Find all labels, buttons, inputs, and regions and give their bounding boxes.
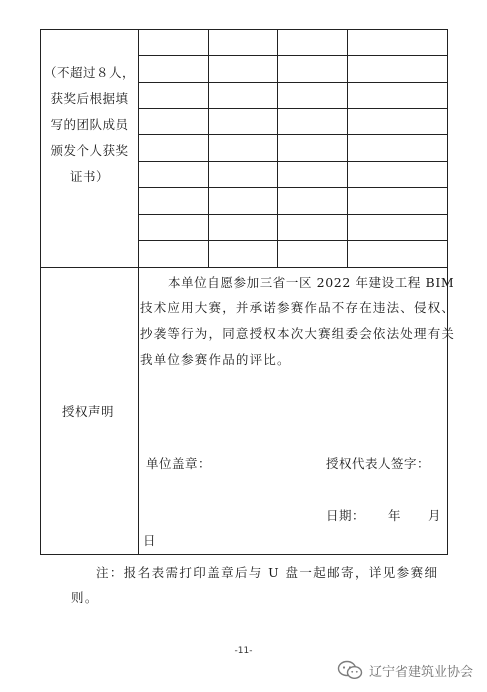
member-row-line [138,187,448,188]
day-label: 日 [143,533,157,548]
page-number: -11- [234,646,253,656]
month-label: 月 [428,508,442,523]
signature-label: 授权代表人签字： [326,456,431,471]
authorization-label: 授权声明 [62,404,115,419]
wechat-icon [337,660,363,680]
authorization-paragraph-line: 本单位自愿参加三省一区 2022 年建设工程 BIM [168,275,455,290]
member-grid-divider [208,29,209,267]
unit-seal-label: 单位盖章： [146,456,212,471]
team-note-line: 颁发个人获奖 [50,143,129,158]
footer-note-line: 则。 [71,590,99,605]
member-row-line [138,55,448,56]
wechat-watermark [337,660,473,680]
year-label: 年 [388,508,402,523]
date-label: 日期： [326,508,366,523]
member-row-line [138,134,448,135]
member-row-line [138,161,448,162]
member-row-line [138,240,448,241]
team-note-line: 证书） [69,169,109,184]
authorization-paragraph-line: 我单位参赛作品的评比。 [140,352,291,367]
member-grid-divider [277,29,278,267]
team-note-line: （不超过８人， [43,65,135,80]
member-row-line [138,82,448,83]
member-row-line [138,108,448,109]
watermark-text: 辽宁省建筑业协会 [368,664,473,680]
authorization-paragraph-line: 技术应用大赛，并承诺参赛作品不存在违法、侵权、 [140,300,456,315]
authorization-paragraph-line: 抄袭等行为，同意授权本次大赛组委会依法处理有关 [140,326,456,341]
footer-note-line: 注：报名表需打印盖章后与 U 盘一起邮寄，详见参赛细 [96,565,439,580]
team-note-line: 获奖后根据填 [50,91,129,106]
team-note-line: 写的团队成员 [50,117,129,132]
member-row-line [138,214,448,215]
member-grid-divider [347,29,348,267]
section-divider [40,267,448,268]
